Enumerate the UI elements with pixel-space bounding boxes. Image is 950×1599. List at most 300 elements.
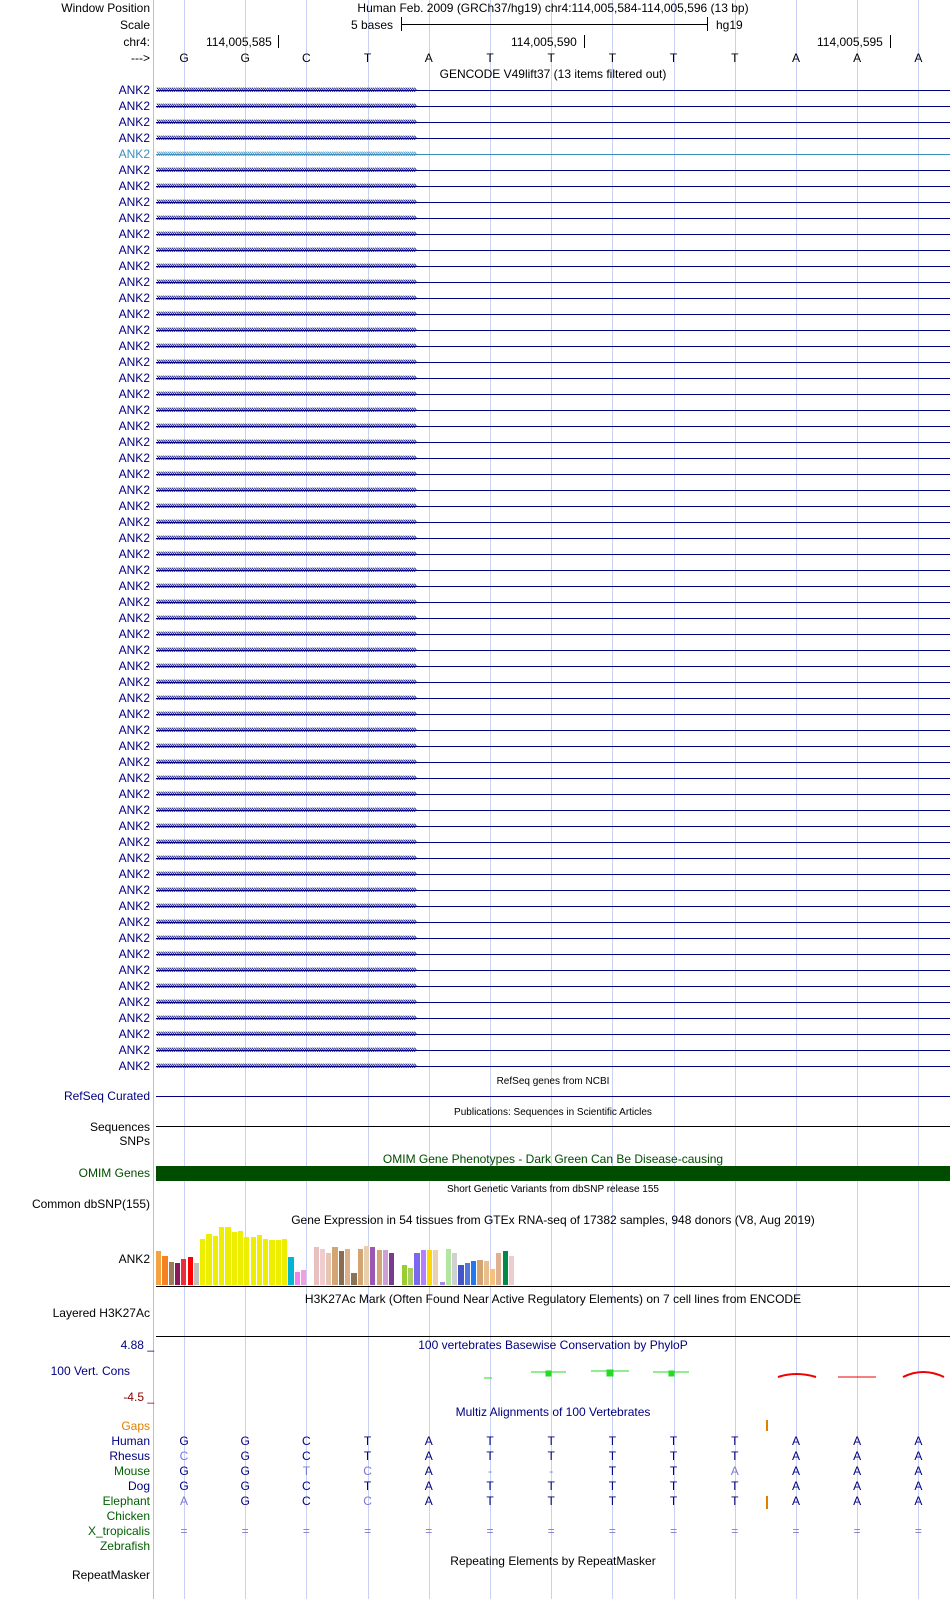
phylop-max-label: 4.88 _ xyxy=(120,1338,154,1352)
gtex-tissue-bar[interactable] xyxy=(484,1261,489,1285)
sequence-base: A xyxy=(791,51,800,65)
publications-divider xyxy=(156,1126,950,1127)
multiz-gaps-label[interactable]: Gaps xyxy=(121,1419,150,1433)
multiz-base: G xyxy=(240,1449,250,1463)
gencode-strand-arrows: ›››››››››››››››››››››››››››››››››››››››››››››››››››››››››››››››››››››››››››››››››››››››››››››››››››››››››››››››››››››››› xyxy=(156,164,416,176)
multiz-base: T xyxy=(363,1479,372,1493)
multiz-base: A xyxy=(791,1479,800,1493)
gencode-strand-arrows: ›››››››››››››››››››››››››››››››››››››››››››››››››››››››››››››››››››››››››››››››››››››››››››››››››››››››››››››››››››››››› xyxy=(156,884,416,896)
gencode-gene-label[interactable]: ANK2 xyxy=(118,403,150,417)
gencode-gene-label[interactable]: ANK2 xyxy=(118,259,150,273)
gencode-strand-arrows: ›››››››››››››››››››››››››››››››››››››››››››››››››››››››››››››››››››››››››››››››››››››››››››››››››››››››››››››››››››››››› xyxy=(156,1060,416,1072)
gencode-gene-label[interactable]: ANK2 xyxy=(118,579,150,593)
multiz-base: A xyxy=(179,1494,188,1508)
gencode-gene-label[interactable]: ANK2 xyxy=(118,851,150,865)
sequence-base: C xyxy=(302,51,311,65)
gencode-strand-arrows: ›››››››››››››››››››››››››››››››››››››››››››››››››››››››››››››››››››››››››››››››››››››››››››››››››››››››››››››››››››››››› xyxy=(156,548,416,560)
gencode-strand-arrows: ›››››››››››››››››››››››››››››››››››››››››››››››››››››››››››››››››››››››››››››››››››››››››››››››››››››››››››››››››››››››› xyxy=(156,84,416,96)
gencode-gene-label[interactable]: ANK2 xyxy=(118,1043,150,1057)
gencode-strand-arrows: ›››››››››››››››››››››››››››››››››››››››››››››››››››››››››››››››››››››››››››››››››››››››››››››››››››››››››››››››››››››››› xyxy=(156,596,416,608)
gtex-tissue-bar[interactable] xyxy=(326,1253,331,1285)
multiz-base: G xyxy=(179,1479,189,1493)
gencode-gene-label[interactable]: ANK2 xyxy=(118,355,150,369)
gtex-tissue-bar[interactable] xyxy=(188,1257,193,1285)
phylop-negative-marks xyxy=(778,1372,944,1377)
multiz-species-label[interactable]: Zebrafish xyxy=(99,1539,150,1553)
gencode-gene-label[interactable]: ANK2 xyxy=(118,755,150,769)
gtex-tissue-bar[interactable] xyxy=(446,1249,451,1285)
multiz-species-label[interactable]: Mouse xyxy=(113,1464,150,1478)
multiz-base: T xyxy=(669,1449,678,1463)
gencode-gene-label[interactable]: ANK2 xyxy=(118,723,150,737)
gtex-tissue-bar[interactable] xyxy=(288,1257,293,1285)
multiz-base: A xyxy=(914,1449,923,1463)
multiz-base: - xyxy=(488,1464,492,1478)
gencode-gene-label[interactable]: ANK2 xyxy=(118,771,150,785)
h3k27ac-track-label[interactable]: Layered H3K27Ac xyxy=(52,1306,150,1320)
multiz-base: A xyxy=(730,1464,739,1478)
gencode-strand-arrows: ›››››››››››››››››››››››››››››››››››››››››››››››››››››››››››››››››››››››››››››››››››››››››››››››››››››››››››››››››››››››› xyxy=(156,708,416,720)
scale-text: 5 bases xyxy=(351,18,394,32)
gencode-gene-label[interactable]: ANK2 xyxy=(118,867,150,881)
gencode-strand-arrows: ›››››››››››››››››››››››››››››››››››››››››››››››››››››››››››››››››››››››››››››››››››››››››››››››››››››››››››››››››››››››› xyxy=(156,132,416,144)
gtex-tissue-bar[interactable] xyxy=(496,1253,501,1285)
gencode-gene-label[interactable]: ANK2 xyxy=(118,99,150,113)
multiz-base: C xyxy=(363,1464,372,1478)
gencode-gene-label[interactable]: ANK2 xyxy=(118,595,150,609)
gencode-gene-label[interactable]: ANK2 xyxy=(118,931,150,945)
gencode-track-title: GENCODE V49lift37 (13 items filtered out) xyxy=(439,67,667,81)
multiz-base: C xyxy=(302,1479,311,1493)
multiz-species-label[interactable]: Elephant xyxy=(102,1494,150,1508)
multiz-species-label[interactable]: Rhesus xyxy=(109,1449,150,1463)
gencode-gene-label[interactable]: ANK2 xyxy=(118,995,150,1009)
multiz-base: A xyxy=(914,1479,923,1493)
multiz-base: T xyxy=(731,1494,739,1508)
gencode-gene-label[interactable]: ANK2 xyxy=(118,147,150,161)
phylop-positive-marks xyxy=(484,1370,689,1378)
gencode-gene-label[interactable]: ANK2 xyxy=(118,803,150,817)
gencode-strand-arrows: ›››››››››››››››››››››››››››››››››››››››››››››››››››››››››››››››››››››››››››››››››››››››››››››››››››››››››››››››››››››››› xyxy=(156,820,416,832)
gencode-strand-arrows: ›››››››››››››››››››››››››››››››››››››››››››››››››››››››››››››››››››››››››››››››››››››››››››››››››››››››››››››››››››››››› xyxy=(156,868,416,880)
sequence-base: T xyxy=(608,51,617,65)
gtex-tissue-bar[interactable] xyxy=(232,1232,237,1285)
sequence-base: G xyxy=(179,51,189,65)
gtex-tissue-bar[interactable] xyxy=(181,1259,186,1285)
gencode-strand-arrows: ›››››››››››››››››››››››››››››››››››››››››››››››››››››››››››››››››››››››››››››››››››››››››››››››››››››››››››››››››››››››› xyxy=(156,788,416,800)
omim-track-title: OMIM Gene Phenotypes - Dark Green Can Be Disease-causing xyxy=(382,1152,724,1166)
gencode-strand-arrows: ›››››››››››››››››››››››››››››››››››››››››››››››››››››››››››››››››››››››››››››››››››››››››››››››››››››››››››››››››››››››› xyxy=(156,356,416,368)
gencode-strand-arrows: ›››››››››››››››››››››››››››››››››››››››››››››››››››››››››››››››››››››››››››››››››››››››››››››››››››››››››››››››››››››››› xyxy=(156,1044,416,1056)
gencode-strand-arrows: ›››››››››››››››››››››››››››››››››››››››››››››››››››››››››››››››››››››››››››››››››››››››››››››››››››››››››››››››››››››››› xyxy=(156,612,416,624)
multiz-base: = xyxy=(241,1524,249,1538)
gencode-gene-label[interactable]: ANK2 xyxy=(118,115,150,129)
gencode-strand-arrows: ›››››››››››››››››››››››››››››››››››››››››››››››››››››››››››››››››››››››››››››››››››››››››››››››››››››››››››››››››››››››› xyxy=(156,180,416,192)
gencode-gene-label[interactable]: ANK2 xyxy=(118,1027,150,1041)
gencode-gene-label[interactable]: ANK2 xyxy=(118,307,150,321)
coord-tick-2 xyxy=(584,35,585,48)
multiz-base: A xyxy=(791,1464,800,1478)
gtex-tissue-bar[interactable] xyxy=(194,1263,199,1285)
gencode-strand-arrows: ›››››››››››››››››››››››››››››››››››››››››››››››››››››››››››››››››››››››››››››››››››››››››››››››››››››››››››››››››››››››› xyxy=(156,964,416,976)
gtex-tissue-bar[interactable] xyxy=(358,1249,363,1285)
dbsnp-track-label[interactable]: Common dbSNP(155) xyxy=(31,1197,150,1211)
gtex-expression-chart[interactable] xyxy=(156,1227,536,1285)
gtex-tissue-bar[interactable] xyxy=(433,1250,438,1285)
multiz-base: T xyxy=(608,1464,617,1478)
gencode-gene-label[interactable]: ANK2 xyxy=(118,643,150,657)
gencode-gene-label[interactable]: ANK2 xyxy=(118,531,150,545)
gencode-gene-label[interactable]: ANK2 xyxy=(118,371,150,385)
multiz-base: T xyxy=(669,1494,678,1508)
phylop-min-label: -4.5 _ xyxy=(123,1390,154,1404)
gencode-strand-arrows: ›››››››››››››››››››››››››››››››››››››››››››››››››››››››››››››››››››››››››››››››››››››››››››››››››››››››››››››››››››››››› xyxy=(156,756,416,768)
gtex-tissue-bar[interactable] xyxy=(213,1236,218,1285)
sequence-base: T xyxy=(669,51,678,65)
refseq-gene-line[interactable] xyxy=(156,1096,950,1097)
publications-label-sequences[interactable]: Sequences xyxy=(89,1120,150,1134)
multiz-base: T xyxy=(608,1434,617,1448)
multiz-base: = xyxy=(670,1524,678,1538)
window-position-label: Window Position xyxy=(61,1,150,15)
multiz-base: C xyxy=(179,1449,189,1463)
multiz-base: T xyxy=(669,1464,678,1478)
gtex-tissue-bar[interactable] xyxy=(225,1227,230,1285)
multiz-base: T xyxy=(486,1434,494,1448)
multiz-base: T xyxy=(302,1464,311,1478)
gtex-tissue-bar[interactable] xyxy=(320,1249,325,1285)
multiz-base: A xyxy=(424,1479,433,1493)
gencode-gene-label[interactable]: ANK2 xyxy=(118,163,150,177)
gtex-tissue-bar[interactable] xyxy=(408,1268,413,1285)
gencode-strand-arrows: ›››››››››››››››››››››››››››››››››››››››››››››››››››››››››››››››››››››››››››››››››››››››››››››››››››››››››››››››››››››››› xyxy=(156,116,416,128)
gencode-strand-arrows: ›››››››››››››››››››››››››››››››››››››››››››››››››››››››››››››››››››››››››››››››››››››››››››››››››››››››››››››››››››››››› xyxy=(156,260,416,272)
sequence-base: A xyxy=(914,51,923,65)
gencode-gene-label[interactable]: ANK2 xyxy=(118,131,150,145)
gtex-tissue-bar[interactable] xyxy=(389,1253,394,1285)
gtex-tissue-bar[interactable] xyxy=(421,1250,426,1285)
gencode-strand-arrows: ›››››››››››››››››››››››››››››››››››››››››››››››››››››››››››››››››››››››››››››››››››››››››››››››››››››››››››››››››››››››› xyxy=(156,724,416,736)
label-divider xyxy=(153,0,154,1599)
gap-mark-elephant xyxy=(766,1496,768,1509)
gtex-tissue-bar[interactable] xyxy=(295,1272,300,1285)
scale-bar-right-tick xyxy=(707,17,708,31)
multiz-base: G xyxy=(240,1494,250,1508)
gencode-gene-label[interactable]: ANK2 xyxy=(118,499,150,513)
gencode-strand-arrows: ›››››››››››››››››››››››››››››››››››››››››››››››››››››››››››››››››››››››››››››››››››››››››››››››››››››››››››››››››››››››› xyxy=(156,244,416,256)
gencode-gene-label[interactable]: ANK2 xyxy=(118,211,150,225)
multiz-base: A xyxy=(914,1434,923,1448)
phylop-plot[interactable] xyxy=(156,1350,950,1390)
gencode-gene-label[interactable]: ANK2 xyxy=(118,1059,150,1073)
gencode-gene-label[interactable]: ANK2 xyxy=(118,467,150,481)
multiz-base: = xyxy=(853,1524,861,1538)
chrom-label: chr4: xyxy=(123,35,150,49)
gencode-gene-label[interactable]: ANK2 xyxy=(118,387,150,401)
gencode-gene-label[interactable]: ANK2 xyxy=(118,675,150,689)
coord-tick-1 xyxy=(278,35,279,48)
h3k27ac-divider xyxy=(156,1336,950,1337)
gencode-gene-label[interactable]: ANK2 xyxy=(118,659,150,673)
assembly-short: hg19 xyxy=(716,18,743,32)
gap-mark-top xyxy=(766,1420,768,1431)
repeatmasker-track-label[interactable]: RepeatMasker xyxy=(71,1568,150,1582)
gtex-tissue-bar[interactable] xyxy=(427,1250,432,1285)
multiz-species-label[interactable]: Dog xyxy=(127,1479,150,1493)
scale-bar-left-tick xyxy=(401,17,402,31)
gtex-tissue-bar[interactable] xyxy=(509,1256,514,1285)
multiz-base: A xyxy=(853,1479,862,1493)
gtex-tissue-bar[interactable] xyxy=(244,1237,249,1285)
gtex-tissue-bar[interactable] xyxy=(251,1237,256,1285)
gencode-strand-arrows: ›››››››››››››››››››››››››››››››››››››››››››››››››››››››››››››››››››››››››››››››››››››››››››››››››››››››››››››››››››››››› xyxy=(156,324,416,336)
gtex-tissue-bar[interactable] xyxy=(414,1253,419,1285)
multiz-base: C xyxy=(302,1434,311,1448)
multiz-base: A xyxy=(914,1464,923,1478)
gtex-tissue-bar[interactable] xyxy=(452,1253,457,1285)
multiz-base: T xyxy=(547,1449,555,1463)
multiz-base: A xyxy=(853,1464,862,1478)
multiz-base: T xyxy=(486,1479,494,1493)
gencode-strand-arrows: ›››››››››››››››››››››››››››››››››››››››››››››››››››››››››››››››››››››››››››››››››››››››››››››››››››››››››››››››››››››››› xyxy=(156,660,416,672)
gencode-gene-label[interactable]: ANK2 xyxy=(118,899,150,913)
multiz-base: A xyxy=(853,1494,862,1508)
multiz-base: = xyxy=(792,1524,800,1538)
gtex-tissue-bar[interactable] xyxy=(458,1265,463,1285)
scale-label: Scale xyxy=(119,18,150,32)
dbsnp-track-title: Short Genetic Variants from dbSNP release 155 xyxy=(447,1184,659,1195)
gencode-gene-label[interactable]: ANK2 xyxy=(118,963,150,977)
gtex-tissue-bar[interactable] xyxy=(206,1234,211,1285)
gtex-tissue-bar[interactable] xyxy=(351,1273,356,1285)
multiz-base: A xyxy=(791,1449,800,1463)
multiz-base: = xyxy=(547,1524,555,1538)
multiz-base: T xyxy=(547,1494,555,1508)
gencode-gene-label[interactable]: ANK2 xyxy=(118,83,150,97)
gencode-gene-label[interactable]: ANK2 xyxy=(118,707,150,721)
gencode-gene-label[interactable]: ANK2 xyxy=(118,979,150,993)
multiz-base: T xyxy=(731,1434,739,1448)
sequence-base: A xyxy=(424,51,433,65)
sequence-base: T xyxy=(731,51,739,65)
multiz-base: A xyxy=(424,1494,433,1508)
multiz-base: G xyxy=(240,1479,250,1493)
gencode-strand-arrows: ›››››››››››››››››››››››››››››››››››››››››››››››››››››››››››››››››››››››››››››››››››››››››››››››››››››››››››››››››››››››› xyxy=(156,228,416,240)
gencode-strand-arrows: ›››››››››››››››››››››››››››››››››››››››››››››››››››››››››››››››››››››››››››››››››››››››››››››››››››››››››››››››››››››››› xyxy=(156,580,416,592)
gtex-tissue-bar[interactable] xyxy=(200,1239,205,1285)
gencode-gene-label[interactable]: ANK2 xyxy=(118,883,150,897)
gtex-tissue-bar[interactable] xyxy=(370,1247,375,1285)
gencode-gene-label[interactable]: ANK2 xyxy=(118,787,150,801)
gencode-strand-arrows: ›››››››››››››››››››››››››››››››››››››››››››››››››››››››››››››››››››››››››››››››››››››››››››››››››››››››››››››››››››››››› xyxy=(156,740,416,752)
multiz-base: = xyxy=(302,1524,310,1538)
gencode-strand-arrows: ›››››››››››››››››››››››››››››››››››››››››››››››››››››››››››››››››››››››››››››››››››››››››››››››››››››››››››››››››››››››› xyxy=(156,804,416,816)
gencode-gene-label[interactable]: ANK2 xyxy=(118,243,150,257)
gencode-gene-label[interactable]: ANK2 xyxy=(118,451,150,465)
gencode-strand-arrows: ›››››››››››››››››››››››››››››››››››››››››››››››››››››››››››››››››››››››››››››››››››››››››››››››››››››››››››››››››››››››› xyxy=(156,1012,416,1024)
gencode-gene-label[interactable]: ANK2 xyxy=(118,195,150,209)
multiz-base: G xyxy=(240,1434,250,1448)
coord-3: 114,005,595 xyxy=(817,35,883,49)
gencode-strand-arrows: ›››››››››››››››››››››››››››››››››››››››››››››››››››››››››››››››››››››››››››››››››››››››››››››››››››››››››››››››››››››››› xyxy=(156,644,416,656)
gencode-strand-arrows: ›››››››››››››››››››››››››››››››››››››››››››››››››››››››››››››››››››››››››››››››››››››››››››››››››››››››››››››››››››››››› xyxy=(156,372,416,384)
gencode-gene-label[interactable]: ANK2 xyxy=(118,323,150,337)
gtex-tissue-bar[interactable] xyxy=(219,1227,224,1285)
assembly-position: Human Feb. 2009 (GRCh37/hg19) chr4:114,005,584-114,005,596 (13 bp) xyxy=(357,1,749,15)
gtex-tissue-bar[interactable] xyxy=(238,1231,243,1285)
multiz-base: T xyxy=(731,1449,739,1463)
multiz-base: = xyxy=(425,1524,433,1538)
multiz-base: G xyxy=(179,1464,189,1478)
gtex-tissue-bar[interactable] xyxy=(364,1246,369,1285)
sequence-base: G xyxy=(240,51,250,65)
gencode-gene-label[interactable]: ANK2 xyxy=(118,947,150,961)
multiz-base: - xyxy=(549,1464,554,1478)
multiz-species-label[interactable]: X_tropicalis xyxy=(87,1524,150,1538)
gencode-strand-arrows: ›››››››››››››››››››››››››››››››››››››››››››››››››››››››››››››››››››››››››››››››››››››››››››››››››››››››››››››››››››››››› xyxy=(156,692,416,704)
multiz-base: T xyxy=(486,1449,494,1463)
gencode-gene-label[interactable]: ANK2 xyxy=(118,179,150,193)
phylop-track-title: 100 vertebrates Basewise Conservation by PhyloP xyxy=(418,1338,688,1352)
gencode-gene-label[interactable]: ANK2 xyxy=(118,691,150,705)
coord-2: 114,005,590 xyxy=(511,35,577,49)
multiz-base: A xyxy=(853,1449,862,1463)
multiz-base: A xyxy=(853,1434,862,1448)
gtex-tissue-bar[interactable] xyxy=(503,1251,508,1285)
gencode-gene-label[interactable]: ANK2 xyxy=(118,515,150,529)
gtex-tissue-bar[interactable] xyxy=(175,1263,180,1285)
gencode-strand-arrows: ›››››››››››››››››››››››››››››››››››››››››››››››››››››››››››››››››››››››››››››››››››››››››››››››››››››››››››››››››››››››› xyxy=(156,196,416,208)
gencode-strand-arrows: ›››››››››››››››››››››››››››››››››››››››››››››››››››››››››››››››››››››››››››››››››››››››››››››››››››››››››››››››››››››››› xyxy=(156,996,416,1008)
gencode-gene-label[interactable]: ANK2 xyxy=(118,819,150,833)
gencode-gene-label[interactable]: ANK2 xyxy=(118,915,150,929)
gtex-tissue-bar[interactable] xyxy=(377,1250,382,1285)
gtex-tissue-bar[interactable] xyxy=(490,1269,495,1285)
multiz-base: A xyxy=(424,1449,433,1463)
gencode-strand-arrows: ›››››››››››››››››››››››››››››››››››››››››››››››››››››››››››››››››››››››››››››››››››››››››››››››››››››››››››››››››››››››› xyxy=(156,900,416,912)
gencode-strand-arrows: ›››››››››››››››››››››››››››››››››››››››››››››››››››››››››››››››››››››››››››››››››››››››››››››››››››››››››››››››››››››››› xyxy=(156,452,416,464)
gtex-tissue-bar[interactable] xyxy=(339,1251,344,1285)
multiz-species-label[interactable]: Human xyxy=(111,1434,150,1448)
sequence-base: T xyxy=(363,51,372,65)
gtex-tissue-bar[interactable] xyxy=(269,1240,274,1285)
scale-bar xyxy=(401,24,707,25)
gencode-gene-label[interactable]: ANK2 xyxy=(118,1011,150,1025)
multiz-species-label[interactable]: Chicken xyxy=(106,1509,150,1523)
gtex-tissue-bar[interactable] xyxy=(257,1235,262,1285)
gencode-gene-label[interactable]: ANK2 xyxy=(118,627,150,641)
refseq-track-label[interactable]: RefSeq Curated xyxy=(63,1089,150,1103)
omim-track-label[interactable]: OMIM Genes xyxy=(78,1166,150,1180)
multiz-base: A xyxy=(424,1434,433,1448)
coord-tick-3 xyxy=(890,35,891,48)
gtex-tissue-bar[interactable] xyxy=(465,1263,470,1285)
gencode-strand-arrows: ›››››››››››››››››››››››››››››››››››››››››››››››››››››››››››››››››››››››››››››››››››››››››››››››››››››››››››››››››››››››› xyxy=(156,148,416,160)
gtex-tissue-bar[interactable] xyxy=(314,1247,319,1285)
multiz-track-title: Multiz Alignments of 100 Vertebrates xyxy=(455,1405,651,1419)
multiz-base: A xyxy=(914,1494,923,1508)
multiz-base: = xyxy=(914,1524,922,1538)
gencode-strand-arrows: ›››››››››››››››››››››››››››››››››››››››››››››››››››››››››››››››››››››››››››››››››››››››››››››››››››››››››››››››››››››››› xyxy=(156,516,416,528)
gtex-tissue-bar[interactable] xyxy=(276,1240,281,1285)
gencode-strand-arrows: ›››››››››››››››››››››››››››››››››››››››››››››››››››››››››››››››››››››››››››››››››››››››››››››››››››››››››››››››››››››››› xyxy=(156,436,416,448)
gencode-strand-arrows: ›››››››››››››››››››››››››››››››››››››››››››››››››››››››››››››››››››››››››››››››››››››››››››››››››››››››››››››››››››››››› xyxy=(156,836,416,848)
multiz-base: T xyxy=(486,1494,494,1508)
gtex-track-label[interactable]: ANK2 xyxy=(118,1252,150,1266)
gencode-gene-label[interactable]: ANK2 xyxy=(118,435,150,449)
gtex-tissue-bar[interactable] xyxy=(345,1249,350,1285)
multiz-base: T xyxy=(363,1434,372,1448)
multiz-base: T xyxy=(547,1434,555,1448)
gtex-tissue-bar[interactable] xyxy=(301,1270,306,1285)
multiz-base: C xyxy=(302,1449,311,1463)
gtex-tissue-bar[interactable] xyxy=(402,1265,407,1285)
multiz-base: = xyxy=(731,1524,739,1538)
gtex-tissue-bar[interactable] xyxy=(440,1282,445,1285)
gtex-tissue-bar[interactable] xyxy=(471,1261,476,1285)
gencode-strand-arrows: ›››››››››››››››››››››››››››››››››››››››››››››››››››››››››››››››››››››››››››››››››››››››››››››››››››››››››››››››››››››››› xyxy=(156,292,416,304)
gencode-gene-label[interactable]: ANK2 xyxy=(118,547,150,561)
gencode-gene-label[interactable]: ANK2 xyxy=(118,835,150,849)
refseq-track-title: RefSeq genes from NCBI xyxy=(496,1076,610,1087)
gtex-tissue-bar[interactable] xyxy=(156,1251,161,1285)
gencode-gene-label[interactable]: ANK2 xyxy=(118,339,150,353)
multiz-base: T xyxy=(547,1479,555,1493)
publications-label-snps[interactable]: SNPs xyxy=(119,1134,150,1148)
gtex-tissue-bar[interactable] xyxy=(332,1247,337,1285)
multiz-base: = xyxy=(608,1524,616,1538)
multiz-base: A xyxy=(791,1434,800,1448)
gencode-gene-label[interactable]: ANK2 xyxy=(118,227,150,241)
sequence-base: T xyxy=(547,51,555,65)
gtex-tissue-bar[interactable] xyxy=(169,1262,174,1285)
gencode-strand-arrows: ›››››››››››››››››››››››››››››››››››››››››››››››››››››››››››››››››››››››››››››››››››››››››››››››››››››››››››››››››››››››› xyxy=(156,468,416,480)
gencode-gene-label[interactable]: ANK2 xyxy=(118,275,150,289)
gtex-tissue-bar[interactable] xyxy=(383,1250,388,1285)
gencode-strand-arrows: ›››››››››››››››››››››››››››››››››››››››››››››››››››››››››››››››››››››››››››››››››››››››››››››››››››››››››››››››››››››››› xyxy=(156,500,416,512)
multiz-base: T xyxy=(608,1449,617,1463)
gencode-strand-arrows: ›››››››››››››››››››››››››››››››››››››››››››››››››››››››››››››››››››››››››››››››››››››››››››››››››››››››››››››››››››››››› xyxy=(156,388,416,400)
h3k27ac-track-title: H3K27Ac Mark (Often Found Near Active Regulatory Elements) on 7 cell lines from ENCODE xyxy=(304,1292,802,1306)
multiz-base: = xyxy=(486,1524,494,1538)
gtex-tissue-bar[interactable] xyxy=(477,1260,482,1285)
multiz-base: G xyxy=(240,1464,250,1478)
gencode-gene-label[interactable]: ANK2 xyxy=(118,563,150,577)
gtex-tissue-bar[interactable] xyxy=(282,1239,287,1285)
gtex-tissue-bar[interactable] xyxy=(263,1239,268,1285)
gencode-gene-label[interactable]: ANK2 xyxy=(118,739,150,753)
gencode-strand-arrows: ›››››››››››››››››››››››››››››››››››››››››››››››››››››››››››››››››››››››››››››››››››››››››››››››››››››››››››››››››››››››› xyxy=(156,404,416,416)
sequence-base: A xyxy=(853,51,862,65)
multiz-base: G xyxy=(179,1434,189,1448)
gencode-gene-label[interactable]: ANK2 xyxy=(118,419,150,433)
gencode-gene-label[interactable]: ANK2 xyxy=(118,291,150,305)
omim-feature[interactable] xyxy=(156,1166,950,1181)
gencode-strand-arrows: ›››››››››››››››››››››››››››››››››››››››››››››››››››››››››››››››››››››››››››››››››››››››››››››››››››››››››››››››››››››››› xyxy=(156,948,416,960)
gencode-gene-label[interactable]: ANK2 xyxy=(118,611,150,625)
gencode-strand-arrows: ›››››››››››››››››››››››››››››››››››››››››››››››››››››››››››››››››››››››››››››››››››››››››››››››››››››››››››››››››››››››› xyxy=(156,340,416,352)
gencode-strand-arrows: ›››››››››››››››››››››››››››››››››››››››››››››››››››››››››››››››››››››››››››››››››››››››››››››››››››››››››››››››››››››››› xyxy=(156,932,416,944)
gencode-gene-label[interactable]: ANK2 xyxy=(118,483,150,497)
gtex-divider xyxy=(156,1286,950,1287)
gtex-tissue-bar[interactable] xyxy=(162,1256,167,1285)
gencode-strand-arrows: ›››››››››››››››››››››››››››››››››››››››››››››››››››››››››››››››››››››››››››››››››››››››››››››››››››››››››››››››››››››››› xyxy=(156,484,416,496)
multiz-base: T xyxy=(669,1434,678,1448)
gtex-track-title: Gene Expression in 54 tissues from GTEx RNA-seq of 17382 samples, 948 donors (V8, Aug 2019) xyxy=(291,1213,815,1227)
multiz-base: A xyxy=(424,1464,433,1478)
phylop-track-label[interactable]: 100 Vert. Cons xyxy=(50,1364,130,1378)
multiz-base: C xyxy=(363,1494,372,1508)
